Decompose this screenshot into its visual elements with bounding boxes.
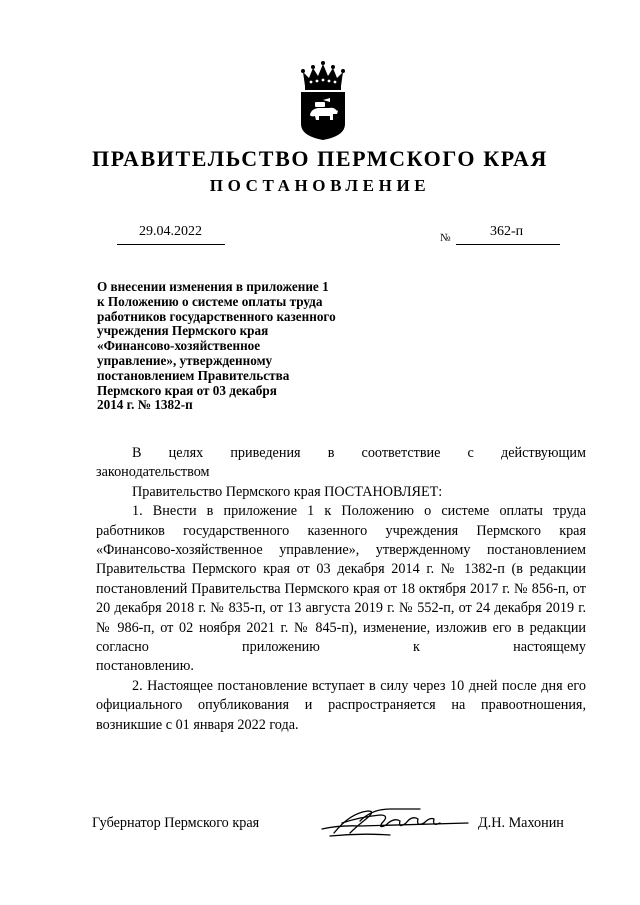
number-underline [456, 244, 560, 245]
preamble-continuation: законодательством [96, 464, 210, 481]
document-subject [97, 280, 397, 413]
number-sign: № [440, 232, 451, 244]
subject-line: постановлением Правительства [97, 367, 290, 383]
document-type-heading: ПОСТАНОВЛЕНИЕ [209, 176, 431, 195]
document-body [96, 444, 586, 735]
handwritten-signature [320, 803, 470, 839]
subject-line: работников государственного казенного [97, 308, 336, 324]
subject-line: управление», утвержденному [97, 352, 273, 368]
subject-line: Пермского края от 03 декабря [97, 382, 277, 398]
item-1-ending: постановлению. [96, 658, 194, 675]
subject-line: к Положению о системе оплаты труда [97, 293, 323, 309]
subject-line: учреждения Пермского края [97, 323, 269, 339]
subject-line: 2014 г. № 1382-п [97, 397, 193, 413]
subject-line: «Финансово-хозяйственное [97, 338, 261, 354]
perm-krai-coat-of-arms-icon [297, 60, 349, 140]
document-date: 29.04.2022 [139, 224, 202, 239]
government-title: ПРАВИТЕЛЬСТВО ПЕРМСКОГО КРАЯ [92, 146, 548, 171]
subject-line: О внесении изменения в приложение 1 [97, 279, 329, 294]
date-underline [117, 244, 225, 245]
document-number: 362-п [490, 224, 524, 239]
preamble-line: В целях приведения в соответствие с действующим [132, 445, 586, 461]
signatory-name: Д.Н. Махонин [478, 815, 564, 831]
item-1: 1. Внести в приложение 1 к Положению о системе оплаты труда работников государственного казенного учреждения Пермского края «Финансово-хозяйственное управление», утвержденному постановлением Правительства Пермского края от 03 декабря 2014 г. № 1382-п (в редакции постановлений Правительства Пермского края от 18 октября 2017 г. № 856-п, от 20 декабря 2018 г. № 835-п, от 13 августа 2019 г. № 552-п, от 24 декабря 2019 г. № 986-п, от 02 ноября 2021 г. № 845-п), изменение, изложив его в редакции согласно приложению к настоящему [96, 503, 586, 656]
resolution-statement: Правительство Пермского края ПОСТАНОВЛЯЕТ: [132, 483, 443, 500]
signatory-position: Губернатор Пермского края [92, 815, 260, 831]
item-2: 2. Настоящее постановление вступает в силу через 10 дней после дня его официального опубликования и распространяется на правоотношения, возникшие с 01 января 2022 года. [96, 677, 586, 733]
